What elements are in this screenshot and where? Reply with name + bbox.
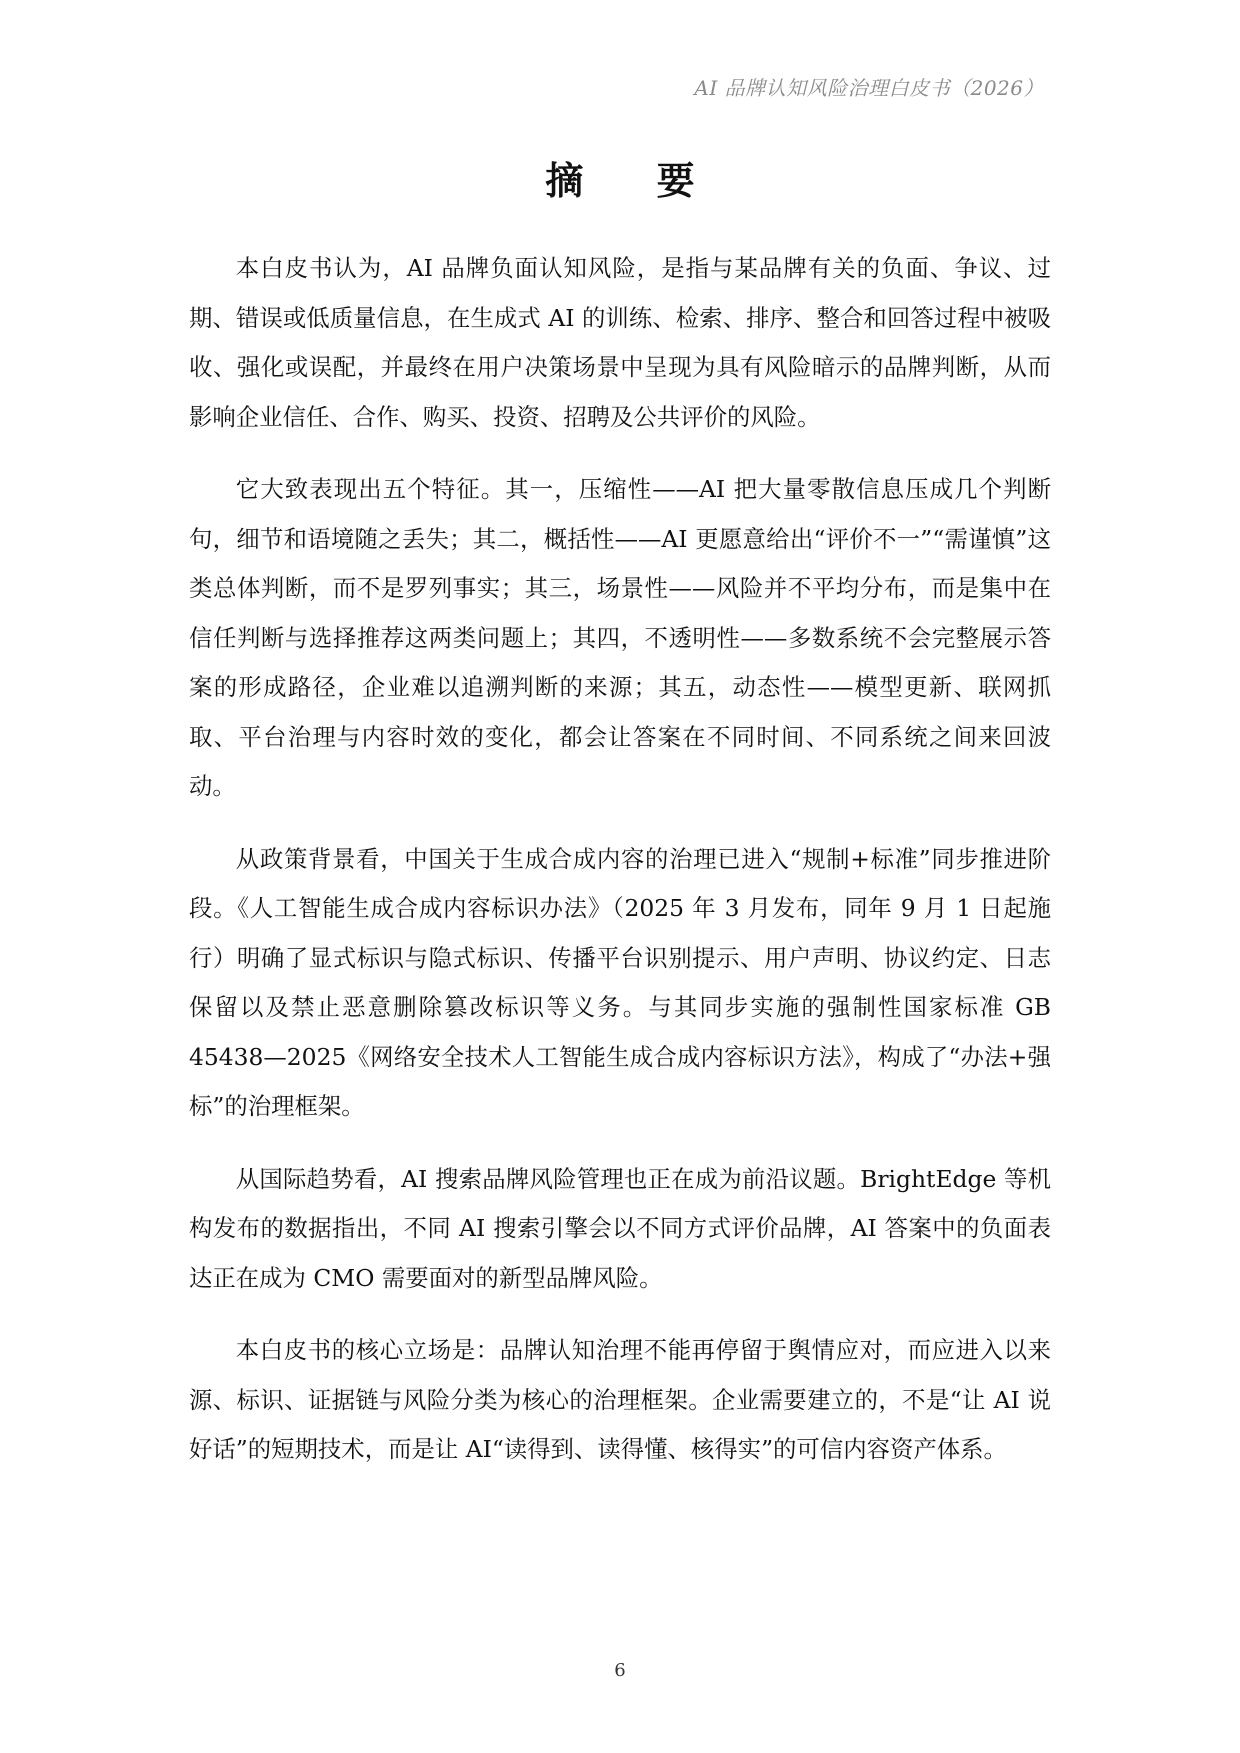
abstract-body bbox=[189, 244, 1051, 1498]
paragraph: 从国际趋势看，AI 搜索品牌风险管理也正在成为前沿议题。BrightEdge 等机构发布的数据指出，不同 AI 搜索引擎会以不同方式评价品牌，AI 答案中的负面表达正在成为 CMO 需要面对的新型品牌风险。 bbox=[189, 1164, 1051, 1292]
page-number: 6 bbox=[614, 1660, 626, 1681]
paragraph: 从政策背景看，中国关于生成合成内容的治理已进入“规制+标准”同步推进阶段。《人工智能生成合成内容标识办法》（2025 年 3 月发布，同年 9 月 1 日起施行）明确了显式标识与隐式标识、传播平台识别提示、用户声明、协议约定、日志保留以及禁止恶意删除篡改标识等义务。与其同步实施的强制性国家标准 GB 45438—2025《网络安全技术人工智能生成合成内容标识方法》，构成了“办法+强标”的治理框架。 bbox=[189, 844, 1051, 1120]
paragraph: 本白皮书认为，AI 品牌负面认知风险，是指与某品牌有关的负面、争议、过期、错误或低质量信息，在生成式 AI 的训练、检索、排序、整合和回答过程中被吸收、强化或误配，并最终在用户决策场景中呈现为具有风险暗示的品牌判断，从而影响企业信任、合作、购买、投资、招聘及公共评价的风险。 bbox=[189, 254, 1051, 431]
running-header: AI 品牌认知风险治理白皮书（2026） bbox=[694, 76, 1044, 100]
paragraph: 它大致表现出五个特征。其一，压缩性——AI 把大量零散信息压成几个判断句，细节和语境随之丢失；其二，概括性——AI 更愿意给出“评价不一”“需谨慎”这类总体判断，而不是罗列事实；其三，场景性——风险并不平均分布，而是集中在信任判断与选择推荐这两类问题上；其四，不透明性——多数系统不会完整展示答案的形成路径，企业难以追溯判断的来源；其五，动态性——模型更新、联网抓取、平台治理与内容时效的变化，都会让答案在不同时间、不同系统之间来回波动。 bbox=[189, 475, 1051, 800]
page-title: 摘 要 bbox=[545, 159, 725, 203]
paragraph: 本白皮书的核心立场是：品牌认知治理不能再停留于舆情应对，而应进入以来源、标识、证据链与风险分类为核心的治理框架。企业需要建立的，不是“让 AI 说好话”的短期技术，而是让 AI“读得到、读得懂、核得实”的可信内容资产体系。 bbox=[189, 1336, 1051, 1463]
